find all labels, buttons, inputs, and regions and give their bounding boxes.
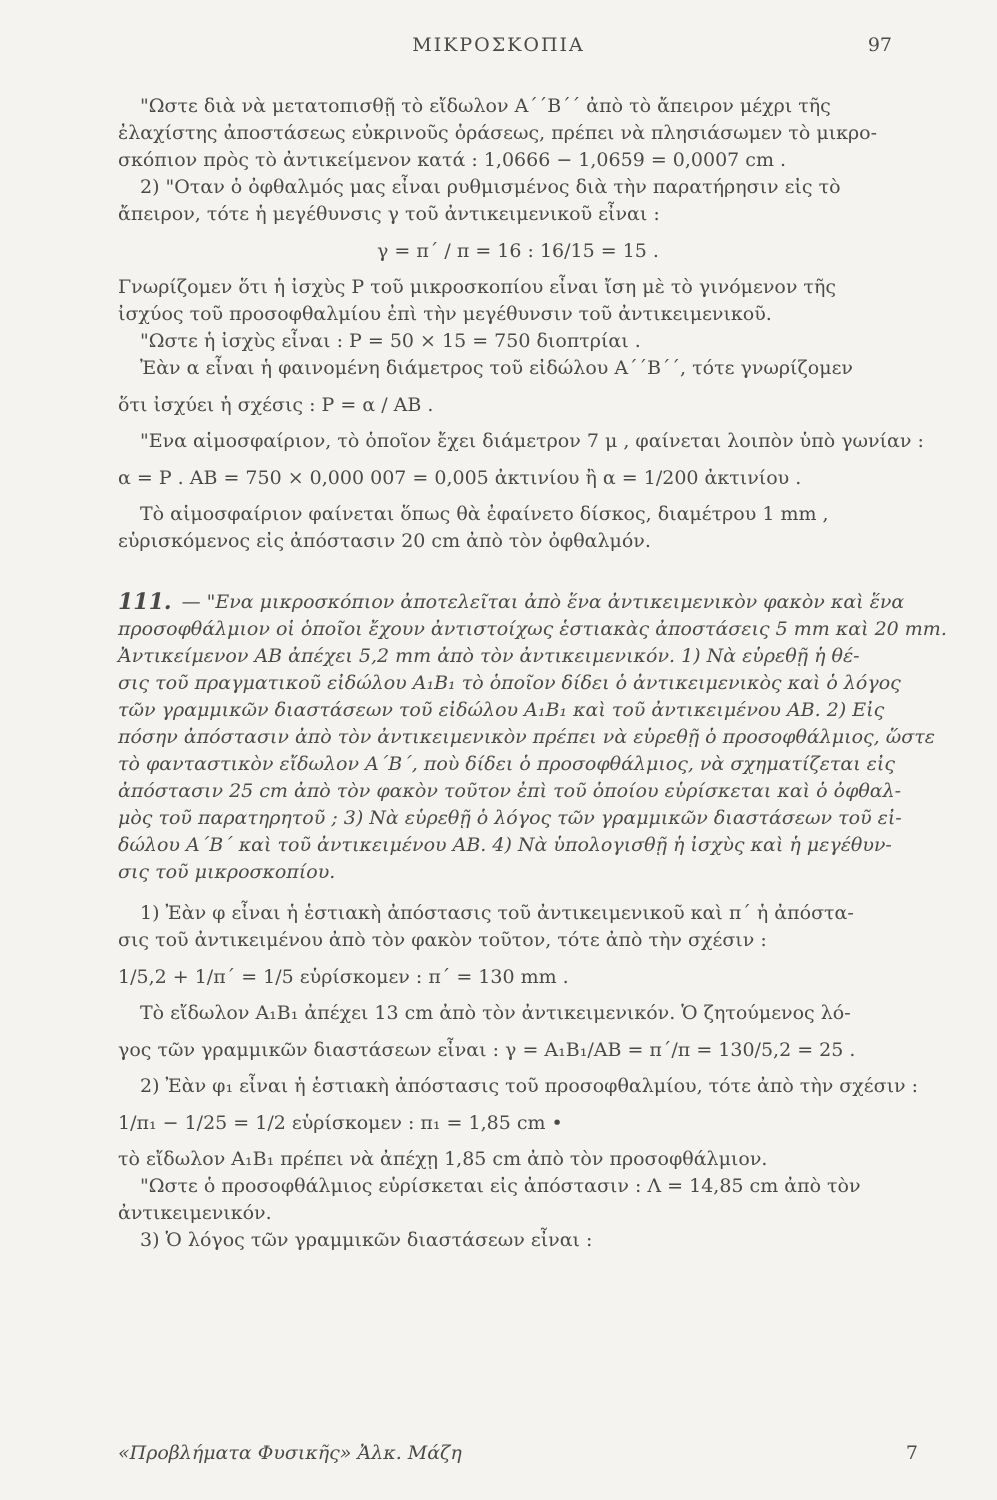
problem-text-line: Ἀντικείμενον ΑΒ ἀπέχει 5,2 mm ἀπὸ τὸν ἀντικειμενικόν. 1) Νὰ εὑρεθῇ ἡ θέ- <box>118 645 860 667</box>
problem-text-line: ἀπόστασιν 25 cm ἀπὸ τὸν φακὸν τοῦτον ἐπὶ τοῦ ὁποίου εὑρίσκεται καὶ ὁ ὀφθαλ- <box>118 780 902 802</box>
text-line: 2) "Οταν ὁ ὀφθαλμός μας εἶναι ρυθμισμένος διὰ τὴν παρατήρησιν εἰς τὸ <box>140 176 841 198</box>
page-number: 97 <box>867 34 892 56</box>
text-line: Τὸ αἱμοσφαίριον φαίνεται ὅπως θὰ ἐφαίνετο δίσκος, διαμέτρου 1 mm , <box>140 503 829 525</box>
problem-text-line: σις τοῦ μικροσκοπίου. <box>118 861 336 883</box>
page-header <box>0 34 997 64</box>
text-line: σκόπιον πρὸς τὸ ἀντικείμενον κατά : 1,0666 − 1,0659 = 0,0007 cm . <box>118 149 787 171</box>
page-body <box>118 93 947 1254</box>
problem-text-line: δώλου Α΄Β΄ καὶ τοῦ ἀντικειμένου ΑΒ. 4) Νὰ ὑπολογισθῇ ἡ ἰσχὺς καὶ ἡ μεγέθυν- <box>118 834 892 856</box>
formula-line: γος τῶν γραμμικῶν διαστάσεων εἶναι : γ = Α₁Β₁/AB = π΄/π = 130/5,2 = 25 . <box>118 1039 856 1061</box>
text-line: "Ενα αἱμοσφαίριον, τὸ ὁποῖον ἔχει διάμετρον 7 μ , φαίνεται λοιπὸν ὑπὸ γωνίαν : <box>140 430 924 452</box>
page-footer <box>118 1442 918 1464</box>
book-source: «Προβλήματα Φυσικῆς» Ἀλκ. Μάζη <box>118 1442 462 1464</box>
text-line: ἰσχύος τοῦ προσοφθαλμίου ἐπὶ τὴν μεγέθυνσιν τοῦ ἀντικειμενικοῦ. <box>118 303 772 325</box>
text-line: ἄπειρον, τότε ἡ μεγέθυνσις γ τοῦ ἀντικειμενικοῦ εἶναι : <box>118 203 660 225</box>
problem-first-line <box>118 589 918 616</box>
solution-line: Τὸ εἴδωλον Α₁Β₁ ἀπέχει 13 cm ἀπὸ τὸν ἀντικειμενικόν. Ὁ ζητούμενος λό- <box>140 1002 851 1024</box>
problem-text-line: σις τοῦ πραγματικοῦ εἰδώλου Α₁Β₁ τὸ ὁποῖον δίδει ὁ ἀντικειμενικὸς καὶ ὁ λόγος <box>118 672 901 694</box>
problem-number: 111. <box>118 589 172 615</box>
text-line: ἐλαχίστης ἀποστάσεως εὐκρινοῦς ὁράσεως, πρέπει νὰ πλησιάσωμεν τὸ μικρο- <box>118 122 878 144</box>
solution-line: 1) Ἐὰν φ εἶναι ἡ ἑστιακὴ ἀπόστασις τοῦ ἀντικειμενικοῦ καὶ π΄ ἡ ἀπόστα- <box>140 902 854 924</box>
problem-text-line: μὸς τοῦ παρατηρητοῦ ; 3) Νὰ εὑρεθῇ ὁ λόγος τῶν γραμμικῶν διαστάσεων τοῦ εἰ- <box>118 807 902 829</box>
problem-text-line: τῶν γραμμικῶν διαστάσεων τοῦ εἰδώλου Α₁Β₁ καὶ τοῦ ἀντικειμένου ΑΒ. 2) Εἰς <box>118 699 885 721</box>
solution-line: "Ωστε ὁ προσοφθάλμιος εὑρίσκεται εἰς ἀπόστασιν : Λ = 14,85 cm ἀπὸ τὸν <box>140 1175 861 1197</box>
solution-line: τὸ εἴδωλον Α₁Β₁ πρέπει νὰ ἀπέχῃ 1,85 cm ἀπὸ τὸν προσοφθάλμιον. <box>118 1148 768 1170</box>
solution-line: 2) Ἐὰν φ₁ εἶναι ἡ ἑστιακὴ ἀπόστασις τοῦ προσοφθαλμίου, τότε ἀπὸ τὴν σχέσιν : <box>140 1075 919 1097</box>
formula-line: α = P . AB = 750 × 0,000 007 = 0,005 ἀκτινίου ἢ α = 1/200 ἀκτινίου . <box>118 467 802 489</box>
formula-line: γ = π΄ / π = 16 : 16/15 = 15 . <box>377 240 659 262</box>
text-line: Ἐὰν α εἶναι ἡ φαινομένη διάμετρος τοῦ εἰδώλου Α΄΄Β΄΄, τότε γνωρίζομεν <box>140 357 853 379</box>
problem-text-line: — "Ενα μικροσκόπιον ἀποτελεῖται ἀπὸ ἕνα ἀντικειμενικὸν φακὸν καὶ ἕνα <box>181 591 905 613</box>
text-line: Γνωρίζομεν ὅτι ἡ ἰσχὺς P τοῦ μικροσκοπίου εἶναι ἴση μὲ τὸ γινόμενον τῆς <box>118 276 836 298</box>
solution-line: σις τοῦ ἀντικειμένου ἀπὸ τὸν φακὸν τοῦτον, τότε ἀπὸ τὴν σχέσιν : <box>118 929 767 951</box>
problem-text-line: προσοφθάλμιον οἱ ὁποῖοι ἔχουν ἀντιστοίχως ἑστιακὰς ἀποστάσεις 5 mm καὶ 20 mm. <box>118 618 947 640</box>
solution-line: ἀντικειμενικόν. <box>118 1202 272 1224</box>
sheet-number: 7 <box>905 1442 918 1464</box>
problem-text-line: τὸ φανταστικὸν εἴδωλον Α΄Β΄, ποὺ δίδει ὁ προσοφθάλμιος, νὰ σχηματίζεται εἰς <box>118 753 895 775</box>
section-gap <box>118 886 918 900</box>
formula-line: 1/5,2 + 1/π΄ = 1/5 εὑρίσκομεν : π΄ = 130 mm . <box>118 966 569 988</box>
problem-text-line: πόσην ἀπόστασιν ἀπὸ τὸν ἀντικειμενικὸν πρέπει νὰ εὑρεθῇ ὁ προσοφθάλμιος, ὥστε <box>118 726 935 748</box>
formula-line: 1/π₁ − 1/25 = 1/2 εὑρίσκομεν : π₁ = 1,85 cm • <box>118 1112 563 1134</box>
solution-line: 3) Ὁ λόγος τῶν γραμμικῶν διαστάσεων εἶναι : <box>140 1229 593 1251</box>
text-line: "Ωστε ἡ ἰσχὺς εἶναι : P = 50 × 15 = 750 διοπτρίαι . <box>140 330 641 352</box>
running-title: ΜΙΚΡΟΣΚΟΠΙΑ <box>412 34 585 56</box>
section-gap <box>118 555 918 589</box>
text-line: εὑρισκόμενος εἰς ἀπόστασιν 20 cm ἀπὸ τὸν ὀφθαλμόν. <box>118 530 651 552</box>
text-line: "Ωστε διὰ νὰ μετατοπισθῇ τὸ εἴδωλον Α΄΄Β΄΄ ἀπὸ τὸ ἄπειρον μέχρι τῆς <box>140 95 831 117</box>
formula-line: ὅτι ἰσχύει ἡ σχέσις : P = α / AB . <box>118 394 434 416</box>
